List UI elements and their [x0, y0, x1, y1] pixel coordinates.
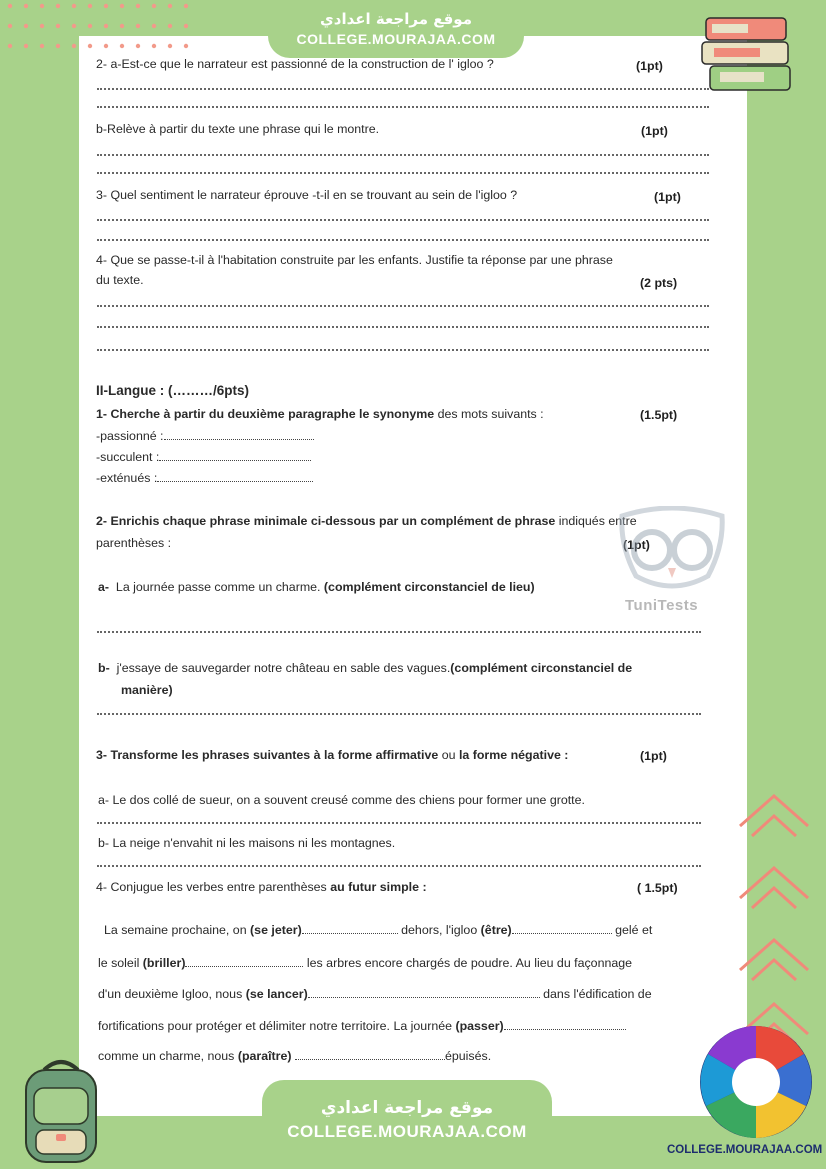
q2-line2: parenthèses : — [96, 536, 172, 550]
fill-text: d'un deuxième Igloo, nous — [98, 987, 246, 1001]
fill-text: les arbres encore chargés de poudre. Au lieu du façonnage — [303, 956, 633, 970]
q4-prefix: 4- Conjugue les verbes entre parenthèses — [96, 880, 331, 894]
answer-line — [97, 219, 709, 221]
blank[interactable] — [157, 471, 313, 482]
footer-site-url[interactable]: COLLEGE.MOURAJAA.COM — [287, 1122, 527, 1141]
q1-prefix: 1- Cherche à partir du deuxième paragraphe le — [96, 407, 373, 421]
corner-logo-url[interactable]: COLLEGE.MOURAJAA.COM — [667, 1144, 823, 1156]
points-4: (2 pts) — [640, 276, 678, 290]
dot-pattern-decoration — [0, 0, 210, 56]
answer-line — [97, 326, 709, 328]
answer-line — [97, 154, 709, 156]
section-title-langue: II-Langue : (………/6pts) — [96, 383, 249, 398]
chevron-up-icon-stack — [730, 790, 820, 1050]
fill-text: fortifications pour protéger et délimiter notre territoire. La journée — [98, 1019, 456, 1033]
blank[interactable] — [512, 923, 612, 934]
item-hint: (complément circonstanciel de — [450, 661, 633, 675]
question-2a: 2- a-Est-ce que le narrateur est passionné de la construction de l' igloo ? — [96, 57, 494, 71]
q3-mid: ou — [438, 748, 459, 762]
answer-line — [97, 106, 709, 108]
backpack-icon — [12, 1054, 110, 1166]
verb: (passer) — [455, 1019, 504, 1033]
fill-line-1 — [104, 922, 652, 938]
synonym-item — [96, 470, 313, 486]
header-banner — [268, 0, 524, 58]
header-site-url[interactable]: COLLEGE.MOURAJAA.COM — [296, 31, 496, 47]
question-4-line2: du texte. — [96, 273, 144, 287]
fill-line-3 — [98, 986, 652, 1002]
answer-line — [97, 822, 701, 824]
item-sentence: j'essaye de sauvegarder notre château en sable des vagues. — [116, 661, 451, 675]
langue-question-2 — [96, 513, 637, 529]
blank[interactable] — [308, 987, 540, 998]
q2-item-a — [98, 579, 535, 595]
answer-line — [97, 631, 701, 633]
item-hint: (complément circonstanciel de lieu) — [323, 580, 535, 594]
points-3: (1pt) — [654, 190, 681, 204]
points-2a: (1pt) — [636, 59, 663, 73]
verb: (se lancer) — [245, 987, 308, 1001]
q3-number: 3- Transforme les phrases suivantes à — [96, 748, 324, 762]
blank[interactable] — [185, 956, 303, 967]
fill-line-5 — [98, 1048, 491, 1064]
points-langue-3: (1pt) — [640, 749, 667, 763]
fill-text: épuisés. — [444, 1049, 492, 1063]
blank[interactable] — [159, 450, 311, 461]
tunitests-owl-watermark — [612, 506, 732, 598]
fill-text: dans l'édification de — [539, 987, 652, 1001]
blank[interactable] — [504, 1019, 626, 1030]
blank[interactable] — [302, 923, 398, 934]
q1-keyword: synonyme — [372, 407, 435, 421]
watermark-text: TuniTests — [625, 597, 699, 614]
answer-line — [97, 239, 709, 241]
subjects-wheel-logo — [696, 1022, 816, 1142]
synonym-item — [96, 449, 311, 465]
fill-text: le soleil — [98, 956, 143, 970]
fill-text: La semaine prochaine, on — [104, 923, 251, 937]
blank[interactable] — [164, 429, 314, 440]
footer-arabic-title: موقع مراجعة اعدادي — [320, 1098, 494, 1118]
langue-question-1 — [96, 406, 544, 422]
fill-text: dehors, l'igloo — [397, 923, 481, 937]
answer-line — [97, 305, 709, 307]
fill-text: gelé et — [611, 923, 653, 937]
item-label: a- — [98, 580, 110, 594]
footer-banner — [262, 1080, 552, 1169]
q2-suffix: indiqués entre — [555, 514, 637, 528]
q1-suffix: des mots suivants : — [434, 407, 544, 421]
q2-keyword: un complément de phrase — [401, 514, 556, 528]
q2-item-b — [98, 660, 632, 676]
verb: (être) — [480, 923, 512, 937]
question-4-line1: 4- Que se passe-t-il à l'habitation construite par les enfants. Justifie ta réponse par une phrase — [96, 253, 613, 267]
answer-line — [97, 349, 709, 351]
verb: (se jeter) — [250, 923, 302, 937]
item-label: b- — [98, 661, 110, 675]
fill-line-2 — [98, 955, 632, 971]
question-2b: b-Relève à partir du texte une phrase qui le montre. — [96, 122, 380, 136]
synonym-word: -succulent : — [96, 450, 160, 464]
points-langue-1: (1.5pt) — [640, 408, 678, 422]
q3-sentence-a: a- Le dos collé de sueur, on a souvent creusé comme des chiens pour former une grotte. — [98, 793, 585, 807]
synonym-word: -exténués : — [96, 471, 158, 485]
q2-number: 2- Enrichis chaque phrase minimale ci-dessous par — [96, 514, 402, 528]
header-arabic-title: موقع مراجعة اعدادي — [320, 10, 472, 28]
answer-line — [97, 713, 701, 715]
question-3: 3- Quel sentiment le narrateur éprouve -t-il en se trouvant au sein de l'igloo ? — [96, 188, 518, 202]
answer-line — [97, 865, 701, 867]
q4-keyword: au futur simple : — [330, 880, 427, 894]
synonym-word: -passionné : — [96, 429, 164, 443]
answer-line — [97, 88, 709, 90]
langue-question-4 — [96, 879, 427, 895]
points-langue-2: (1pt) — [623, 538, 650, 552]
item-sentence: La journée passe comme un charme. — [115, 580, 324, 594]
fill-line-4 — [98, 1018, 626, 1034]
q3-keyword-2: la forme négative : — [458, 748, 569, 762]
books-icon — [698, 8, 798, 100]
points-langue-4: ( 1.5pt) — [637, 881, 678, 895]
verb: (briller) — [142, 956, 186, 970]
synonym-item — [96, 428, 314, 444]
q3-sentence-b: b- La neige n'envahit ni les maisons ni les montagnes. — [98, 836, 396, 850]
blank[interactable] — [295, 1049, 445, 1060]
q2-item-b-hint-line2: manière) — [121, 683, 173, 697]
answer-line — [97, 172, 709, 174]
points-2b: (1pt) — [641, 124, 668, 138]
fill-text: comme un charme, nous — [98, 1049, 238, 1063]
verb: (paraître) — [237, 1049, 292, 1063]
q3-keyword-1: la forme affirmative — [323, 748, 439, 762]
langue-question-3 — [96, 747, 568, 763]
